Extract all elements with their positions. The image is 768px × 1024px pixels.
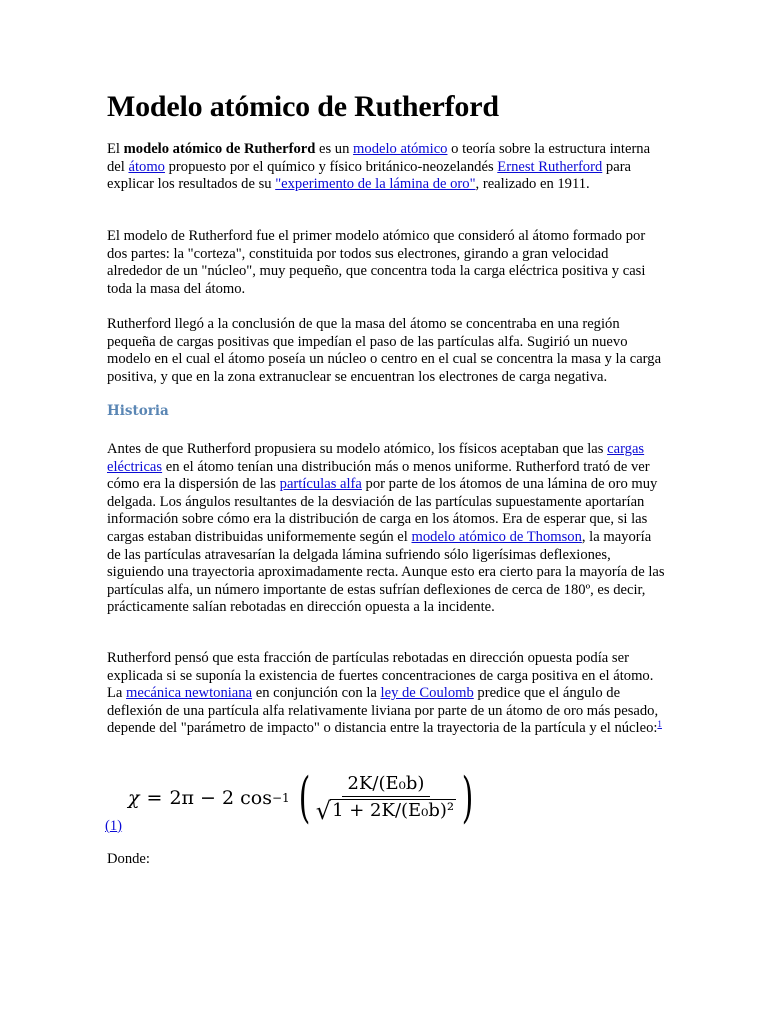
footnote-link[interactable]: 1 xyxy=(657,718,662,729)
section-heading-historia: Historia xyxy=(107,403,169,419)
formula-chi: χ xyxy=(128,787,140,809)
paragraph-conclusion: Rutherford llegó a la conclusión de que la masa del átomo se concentraba en una región pequeña de cargas positivas que impedían el paso de las partículas alfa. Sugirió un nuevo modelo en el cual el átomo poseía un núcleo o centro en el cual se concentra la masa y la carga positiva, y que en la zona extranuclear se encuentran los electrones de carga negativa. xyxy=(107,316,662,385)
formula-fraction xyxy=(316,773,456,823)
formula-inverse-exp: −1 xyxy=(271,791,290,805)
donde-label: Donde: xyxy=(107,851,150,867)
link-mecanica-newtoniana[interactable]: mecánica newtoniana xyxy=(126,685,253,702)
eqref-open: ( xyxy=(105,818,110,834)
text-run: Antes de que Rutherford propusiera su modelo atómico, los físicos aceptaban que las xyxy=(107,441,608,457)
text-run: , realizado en 1911. xyxy=(475,176,590,193)
text-run: predice que el ángulo de deflexión de una partícula alfa relativamente liviana por parte de un átomo de oro más pesado, depende del "parámetro de impacto" o distancia entre la trayectoria de la partícula y el núcleo: xyxy=(107,685,659,737)
text-run: El xyxy=(107,141,124,157)
link-ley-coulomb[interactable]: ley de Coulomb xyxy=(380,685,474,702)
text-run: , la mayoría de las partículas atravesarían la delgada lámina sufriendo sólo ligerísimas deflexiones, siguiendo una trayectoria aproximadamente recta. Aunque esto era cierto para la mayoría de las partículas alfa, un número importante de estas sufrían deflexiones de cerca de 180º, es decir, prácticamente salían rebotadas en dirección opuesta a la incidente. xyxy=(107,528,665,616)
formula-denominator xyxy=(316,797,456,823)
text-run: Rutherford pensó que esta fracción de partículas rebotadas en dirección opuesta podía ser explicada si se suponía la existencia de fuertes concentraciones de carga positiva en el átomo. La xyxy=(107,650,654,702)
equation-ref-link[interactable] xyxy=(105,818,122,834)
formula-numerator: 2K/(E₀b) xyxy=(342,773,431,797)
text-run: en conjunción con la xyxy=(252,685,381,702)
text-run: es un xyxy=(315,141,354,157)
link-modelo-thomson[interactable]: modelo atómico de Thomson xyxy=(411,528,582,545)
deflection-formula xyxy=(128,768,478,828)
text-run: o teoría sobre la estructura interna del xyxy=(107,141,651,175)
eqref-number: 1 xyxy=(109,818,118,834)
link-cargas-electricas[interactable]: cargas eléctricas xyxy=(107,441,645,475)
text-run: en el átomo tenían una distribución más o menos uniforme. Rutherford trató de ver cómo era la dispersión de las xyxy=(107,458,650,493)
intro-paragraph xyxy=(107,141,667,194)
text-run: por parte de los átomos de una lámina de oro muy delgada. Los ángulos resultantes de la desviación de las partículas supuestamente aportarían información sobre cómo era la distribución de carga en los átomos. Era de esperar que, si las cargas estaban distribuidas uniformemente según el xyxy=(107,476,658,545)
formula-left-paren: ( xyxy=(298,766,311,829)
paragraph-two-parts: El modelo de Rutherford fue el primer modelo atómico que consideró al átomo formado por dos partes: la "corteza", constituida por todos sus electrones, girando a gran velocidad alrededor de un "núcleo", muy pequeño, que concentra toda la carga eléctrica positiva y casi toda la masa del átomo. xyxy=(107,228,646,297)
link-modelo-atomico[interactable]: modelo atómico xyxy=(353,141,448,157)
bold-term: modelo atómico de Rutherford xyxy=(123,141,316,157)
formula-equals: = xyxy=(146,787,163,809)
footnote-ref[interactable] xyxy=(657,716,662,730)
link-ernest-rutherford[interactable]: Ernest Rutherford xyxy=(497,158,603,175)
page-title: Modelo atómico de Rutherford xyxy=(107,90,499,123)
link-atomo[interactable]: átomo xyxy=(128,158,165,175)
formula-rhs: 2π − 2 cos xyxy=(169,787,272,809)
equation-reference xyxy=(105,818,122,836)
link-particulas-alfa[interactable]: partículas alfa xyxy=(279,476,362,493)
eqref-close: ) xyxy=(117,818,123,834)
paragraph-deflexion xyxy=(107,650,667,738)
sqrt-icon: √ xyxy=(315,797,332,825)
paragraph-historia xyxy=(107,441,667,617)
formula-radicand: 1 + 2K/(E₀b)² xyxy=(332,800,455,821)
formula-right-paren: ) xyxy=(461,766,474,829)
link-experimento-lamina-oro[interactable]: "experimento de la lámina de oro" xyxy=(275,176,476,193)
text-run: propuesto por el químico y físico británico-neozelandés xyxy=(164,158,498,175)
text-run: para explicar los resultados de su xyxy=(107,158,632,193)
